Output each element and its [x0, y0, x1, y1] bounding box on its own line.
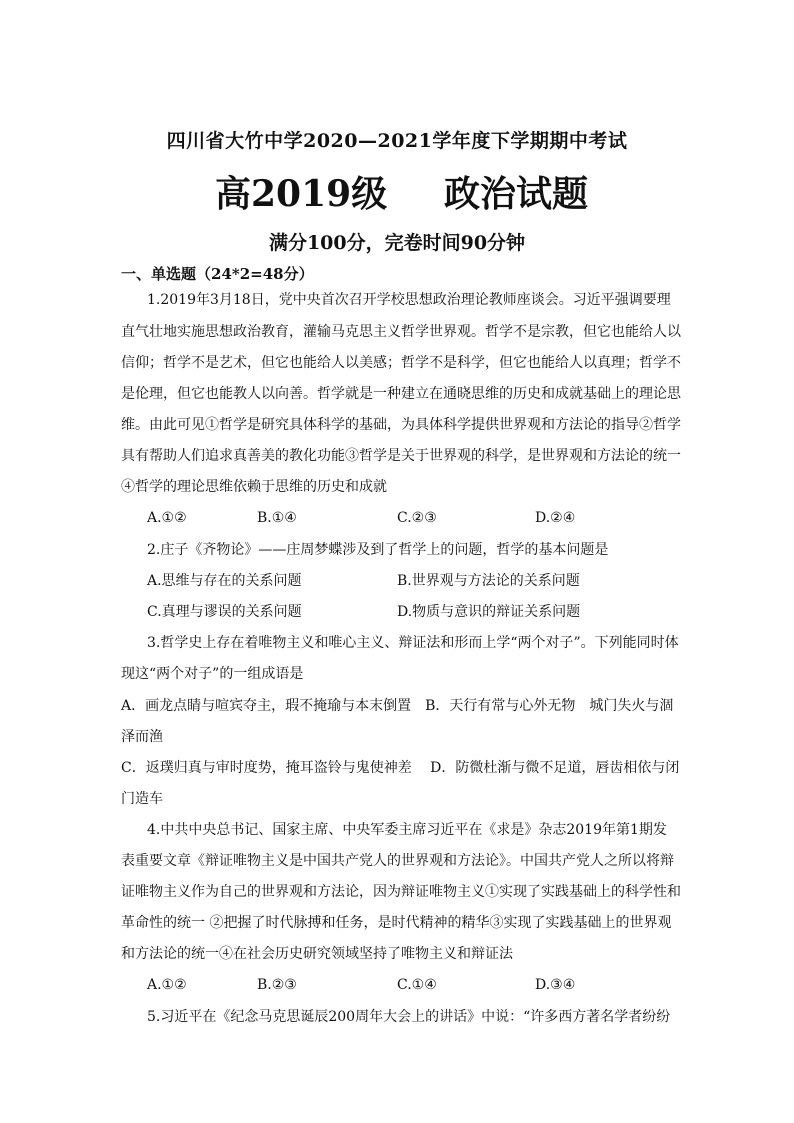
exam-info: 满分100分，完卷时间90分钟	[268, 232, 526, 254]
question-1-option-b: B.①④	[257, 510, 297, 526]
question-1-line-2: 直气壮地实施思想政治教育，灌输马克思主义哲学世界观。哲学不是宗教，但它也能给人以	[121, 324, 681, 340]
question-1-option-c: C.②③	[397, 510, 437, 526]
subject-title: 政治试题	[444, 173, 589, 215]
question-1-line-4: 是伦理，但它也能教人以向善。哲学就是一种建立在通晓思维的历史和成就基础上的理论思	[121, 386, 681, 402]
question-1-line-1: 1.2019年3月18日，党中央首次召开学校思想政治理论教师座谈会。习近平强调要理	[147, 292, 671, 308]
question-3-line-2: 现这“两个对子”的一组成语是	[121, 666, 304, 682]
question-1-option-a: A.①②	[147, 510, 187, 526]
question-3-line-3: A．画龙点睛与喧宾夺主，瑕不掩瑜与本末倒置 B．天行有常与心外无物 城门失火与涸	[121, 698, 674, 714]
question-2-option-c: C.真理与谬误的关系问题	[147, 604, 302, 620]
question-4-line-2: 表重要文章《辩证唯物主义是中国共产党人的世界观和方法论》。中国共产党人之所以将辩	[121, 853, 674, 869]
question-2-option-a: A.思维与存在的关系问题	[147, 573, 302, 589]
question-3-line-4: 泽而渔	[121, 729, 163, 745]
question-1-line-5: 维。由此可见①哲学是研究具体科学的基础，为具体科学提供世界观和方法论的指导②哲学	[121, 417, 681, 433]
question-3-line-6: 门造车	[121, 791, 163, 807]
question-1-option-d: D.②④	[535, 510, 576, 526]
question-1-line-6: 具有帮助人们追求真善美的教化功能③哲学是关于世界观的科学，是世界观和方法论的统一	[121, 448, 681, 464]
grade-title: 高2019级	[215, 173, 388, 215]
question-4-option-d: D.③④	[535, 977, 576, 993]
section-heading: 一、单选题（24*2=48分）	[121, 265, 314, 283]
question-4-line-1: 4.中共中央总书记、国家主席、中央军委主席习近平在《求是》杂志2019年第1期发	[147, 822, 667, 838]
question-2-option-b: B.世界观与方法论的关系问题	[397, 573, 580, 589]
question-4-option-a: A.①②	[147, 977, 187, 993]
school-exam-title: 四川省大竹中学2020—2021学年度下学期期中考试	[166, 130, 628, 152]
question-2-option-d: D.物质与意识的辩证关系问题	[397, 604, 581, 620]
question-3-line-1: 3.哲学史上存在着唯物主义和唯心主义、辩证法和形而上学“两个对子”。下列能同时体	[147, 635, 679, 651]
question-4-line-4: 革命性的统一 ②把握了时代脉搏和任务，是时代精神的精华③实现了实践基础上的世界观	[121, 915, 672, 931]
question-4-option-b: B.②③	[257, 977, 297, 993]
question-2-line-1: 2.庄子《齐物论》——庄周梦蝶涉及到了哲学上的问题，哲学的基本问题是	[147, 542, 609, 558]
question-5-line-1: 5.习近平在《纪念马克思诞辰200周年大会上的讲话》中说：“许多西方著名学者纷纷	[147, 1009, 671, 1025]
question-4-option-c: C.①④	[397, 977, 437, 993]
question-3-line-5: C．返璞归真与审时度势，掩耳盗铃与鬼使神差 D．防微杜渐与微不足道，唇齿相依与闭	[121, 760, 680, 776]
question-4-line-5: 和方法论的统一④在社会历史研究领域坚持了唯物主义和辩证法	[121, 946, 513, 962]
question-4-line-3: 证唯物主义作为自己的世界观和方法论，因为辩证唯物主义①实现了实践基础上的科学性和	[121, 884, 681, 900]
question-1-line-3: 信仰；哲学不是艺术，但它也能给人以美感；哲学不是科学，但它也能给人以真理；哲学不	[121, 355, 681, 371]
question-1-line-7: ④哲学的理论思维依赖于思维的历史和成就	[121, 479, 387, 495]
